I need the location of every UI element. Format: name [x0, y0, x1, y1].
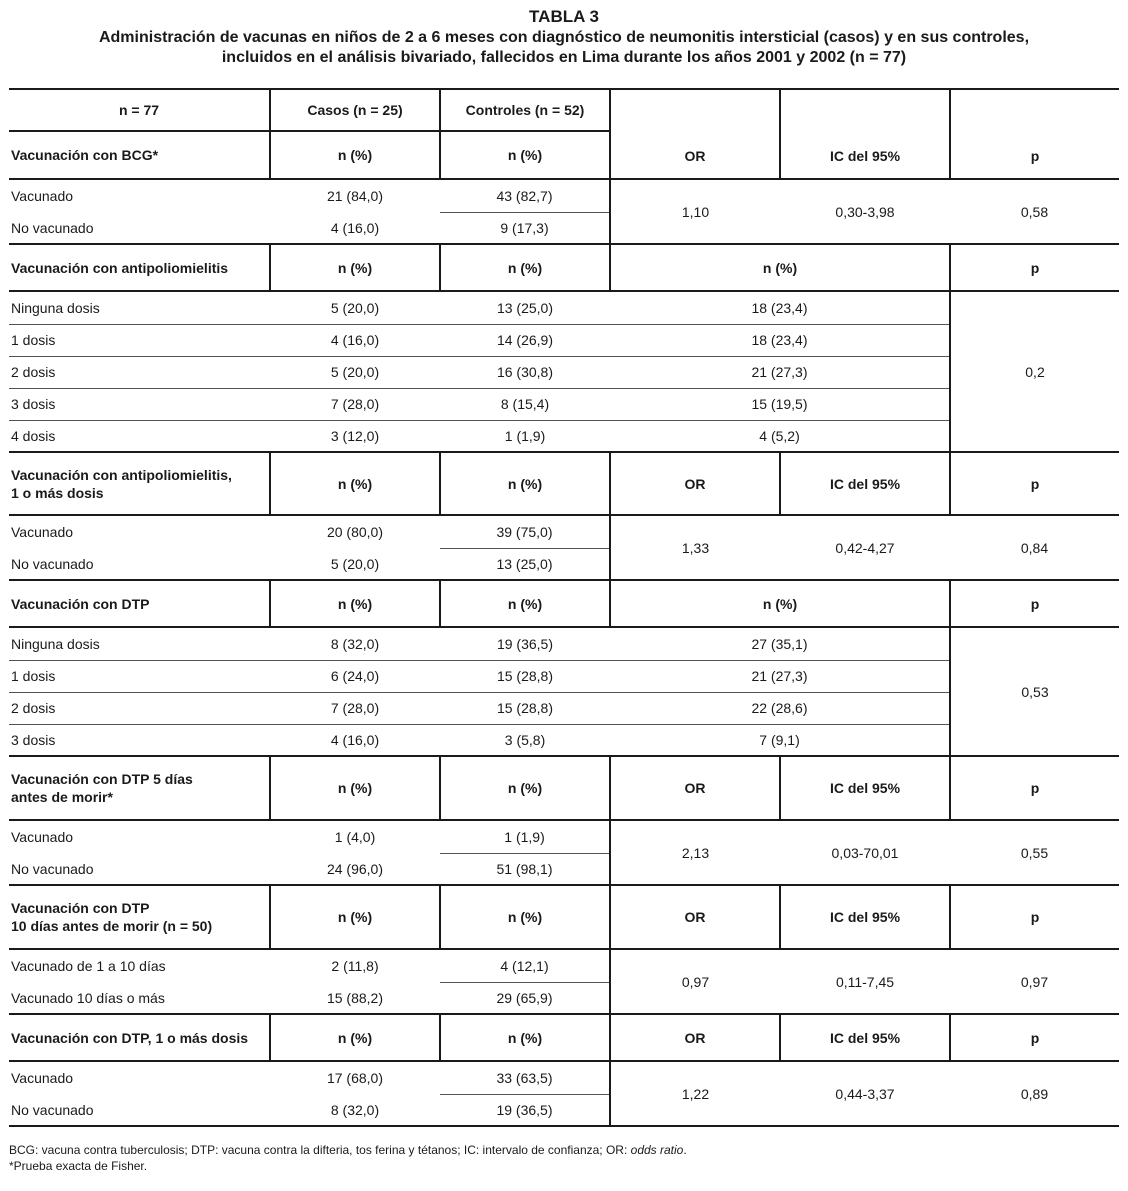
casos-npct: n (%) — [270, 452, 440, 515]
p-value: 0,53 — [950, 627, 1119, 756]
vaccination-table — [9, 88, 1119, 1127]
casos-value: 6 (24,0) — [330, 668, 380, 684]
row-label: No vacunado — [11, 555, 94, 572]
table-title: TABLA 3 — [529, 7, 599, 26]
table-heading — [9, 6, 1119, 68]
row-label: Ninguna dosis — [11, 635, 100, 652]
or-label: OR — [610, 1014, 780, 1061]
controles-npct: n (%) — [440, 580, 610, 627]
or-value: 1,10 — [610, 179, 780, 244]
p-value: 0,55 — [1020, 844, 1049, 861]
section-header-dtp — [9, 580, 1119, 627]
row-label: 2 dosis — [11, 364, 56, 380]
p-label: p — [950, 580, 1119, 627]
row-label: Vacunado de 1 a 10 días — [11, 958, 166, 974]
casos-value: 4 (16,0) — [330, 731, 380, 748]
row-label: 4 dosis — [11, 427, 56, 444]
casos-value: 17 (68,0) — [326, 1070, 384, 1086]
controles-value: 51 (98,1) — [440, 853, 610, 885]
table-row — [9, 291, 1119, 324]
section-header-dtp10 — [9, 885, 1119, 949]
header-controles: Controles (n = 52) — [440, 89, 610, 131]
row-label: Vacunado — [11, 1070, 74, 1086]
footnote-fisher: *Prueba exacta de Fisher. — [9, 1159, 148, 1173]
header-ic: IC del 95% — [780, 89, 950, 179]
row-label: Vacunado — [11, 188, 74, 204]
casos-value: 5 (20,0) — [330, 364, 380, 380]
casos-value: 1 (4,0) — [334, 829, 376, 845]
casos-value: 2 (11,8) — [331, 958, 379, 974]
row-label: 3 dosis — [11, 396, 56, 412]
header-row — [9, 89, 1119, 131]
section-title-polio1: Vacunación con antipoliomielitis, 1 o más dosis — [11, 466, 232, 501]
casos-value: 20 (80,0) — [326, 524, 384, 540]
or-label: OR — [610, 885, 780, 949]
controles-value: 39 (75,0) — [496, 523, 553, 540]
casos-value: 5 (20,0) — [330, 555, 380, 572]
total-value: 18 (23,4) — [751, 332, 808, 348]
row-label: Vacunado 10 días o más — [11, 989, 165, 1006]
section-header-dtp5 — [9, 756, 1119, 820]
row-label: 1 dosis — [11, 332, 56, 348]
row-label: Vacunado — [11, 524, 74, 540]
or-value: 1,33 — [610, 515, 780, 580]
ic-label: IC del 95% — [780, 756, 950, 820]
p-label: p — [950, 756, 1119, 820]
table-subtitle-line1: Administración de vacunas en niños de 2 a 6 meses con diagnóstico de neumonitis intersticial (casos) y en sus controles, — [98, 29, 1030, 46]
total-npct: n (%) — [610, 244, 950, 291]
section-title-dtp10: Vacunación con DTP 10 días antes de morir (n = 50) — [11, 900, 213, 934]
p-label: p — [950, 1014, 1119, 1061]
row-label: Vacunado — [11, 829, 74, 845]
casos-npct: n (%) — [270, 1014, 440, 1061]
or-label: OR — [610, 452, 780, 515]
table-subtitle-line2: incluidos en el análisis bivariado, fallecidos en Lima durante los años 2001 y 2002 (n = 77) — [221, 49, 907, 66]
controles-value: 13 (25,0) — [496, 299, 554, 316]
controles-value: 3 (5,8) — [504, 731, 546, 748]
ic-value: 0,42-4,27 — [835, 539, 895, 556]
controles-value: 1 (1,9) — [504, 828, 545, 845]
header-or: OR — [610, 89, 780, 179]
row-label: 2 dosis — [11, 700, 56, 716]
controles-npct: n (%) — [440, 1014, 610, 1061]
controles-npct: n (%) — [440, 756, 610, 820]
casos-value: 8 (32,0) — [330, 635, 380, 652]
table-row — [9, 179, 1119, 212]
footnote-abbreviations: BCG: vacuna contra tuberculosis; DTP: vacuna contra la difteria, tos ferina y tétanos; IC: intervalo de confianza; OR: odds ratio. — [9, 1143, 687, 1157]
controles-value: 1 (1,9) — [504, 427, 546, 444]
row-label: 1 dosis — [11, 668, 56, 684]
or-value: 2,13 — [610, 820, 780, 885]
casos-npct: n (%) — [270, 244, 440, 291]
p-value: 0,84 — [1020, 539, 1049, 556]
section-title-polio: Vacunación con antipoliomielitis — [11, 259, 229, 276]
section-header-polio — [9, 244, 1119, 291]
controles-value: 19 (36,5) — [496, 635, 554, 652]
p-label: p — [950, 452, 1119, 515]
total-value: 21 (27,3) — [751, 364, 808, 380]
controles-value: 19 (36,5) — [440, 1094, 610, 1126]
casos-value: 24 (96,0) — [326, 860, 384, 877]
row-label: Ninguna dosis — [11, 299, 100, 316]
table-footnotes — [9, 1142, 1119, 1174]
or-label: OR — [610, 756, 780, 820]
total-value: 4 (5,2) — [759, 427, 800, 444]
casos-value: 7 (28,0) — [330, 396, 380, 412]
ic-value: 0,03-70,01 — [831, 844, 899, 861]
ic-label: IC del 95% — [780, 452, 950, 515]
p-value: 0,97 — [1020, 973, 1049, 990]
ic-value: 0,44-3,37 — [835, 1085, 895, 1102]
table-row — [9, 515, 1119, 548]
section-header-dtp1 — [9, 1014, 1119, 1061]
controles-value: 8 (15,4) — [500, 396, 550, 412]
total-value: 21 (27,3) — [751, 668, 808, 684]
row-label: No vacunado — [11, 860, 94, 877]
ic-label: IC del 95% — [780, 1014, 950, 1061]
p-label: p — [950, 885, 1119, 949]
or-value: 1,22 — [610, 1061, 780, 1126]
casos-value: 8 (32,0) — [330, 1101, 380, 1118]
table-row — [9, 820, 1119, 853]
section-title-dtp5: Vacunación con DTP 5 días antes de morir* — [11, 771, 193, 805]
controles-npct: n (%) — [440, 885, 610, 949]
total-value: 7 (9,1) — [759, 731, 800, 748]
p-value: 0,2 — [950, 291, 1119, 452]
casos-value: 7 (28,0) — [330, 700, 380, 716]
controles-npct: n (%) — [440, 452, 610, 515]
casos-npct: n (%) — [270, 885, 440, 949]
controles-value: 14 (26,9) — [496, 332, 554, 348]
casos-npct: n (%) — [270, 756, 440, 820]
table-row — [9, 949, 1119, 982]
controles-value: 16 (30,8) — [496, 364, 554, 380]
or-value: 0,97 — [610, 949, 780, 1014]
ic-value: 0,11-7,45 — [835, 973, 895, 990]
total-value: 22 (28,6) — [751, 700, 808, 716]
controles-value: 9 (17,3) — [440, 212, 610, 244]
controles-value: 4 (12,1) — [500, 957, 549, 974]
p-value: 0,89 — [1020, 1085, 1049, 1102]
total-value: 27 (35,1) — [751, 635, 808, 652]
controles-npct: n (%) — [440, 244, 610, 291]
section-title-bcg: Vacunación con BCG* — [11, 147, 159, 163]
controles-value: 15 (28,8) — [496, 700, 554, 716]
table-row — [9, 627, 1119, 660]
controles-value: 43 (82,7) — [496, 187, 553, 204]
ic-label: IC del 95% — [780, 885, 950, 949]
row-label: No vacunado — [11, 1101, 94, 1118]
table-row — [9, 1061, 1119, 1094]
controles-value: 29 (65,9) — [440, 982, 610, 1014]
row-label: No vacunado — [11, 219, 94, 236]
casos-value: 21 (84,0) — [326, 188, 384, 204]
section-header-polio1 — [9, 452, 1119, 515]
total-value: 18 (23,4) — [751, 299, 808, 316]
controles-value: 33 (63,5) — [496, 1069, 553, 1086]
section-title-dtp1: Vacunación con DTP, 1 o más dosis — [11, 1029, 249, 1046]
casos-value: 4 (16,0) — [330, 219, 380, 236]
casos-value: 15 (88,2) — [326, 989, 384, 1006]
casos-value: 5 (20,0) — [330, 299, 380, 316]
total-value: 15 (19,5) — [751, 396, 808, 412]
section-title-dtp: Vacunación con DTP — [11, 595, 150, 612]
total-npct: n (%) — [610, 580, 950, 627]
row-label: 3 dosis — [11, 731, 56, 748]
casos-npct: n (%) — [270, 580, 440, 627]
controles-value: 15 (28,8) — [496, 668, 554, 684]
header-p: p — [950, 89, 1119, 179]
casos-npct: n (%) — [270, 131, 440, 179]
header-casos: Casos (n = 25) — [270, 89, 440, 131]
casos-value: 4 (16,0) — [330, 332, 380, 348]
controles-npct: n (%) — [440, 131, 610, 179]
table-document — [9, 6, 1119, 1173]
casos-value: 3 (12,0) — [330, 427, 380, 444]
p-label: p — [950, 244, 1119, 291]
header-n: n = 77 — [118, 102, 160, 118]
ic-value: 0,30-3,98 — [835, 203, 895, 220]
controles-value: 13 (25,0) — [440, 548, 610, 580]
p-value: 0,58 — [1020, 203, 1049, 220]
